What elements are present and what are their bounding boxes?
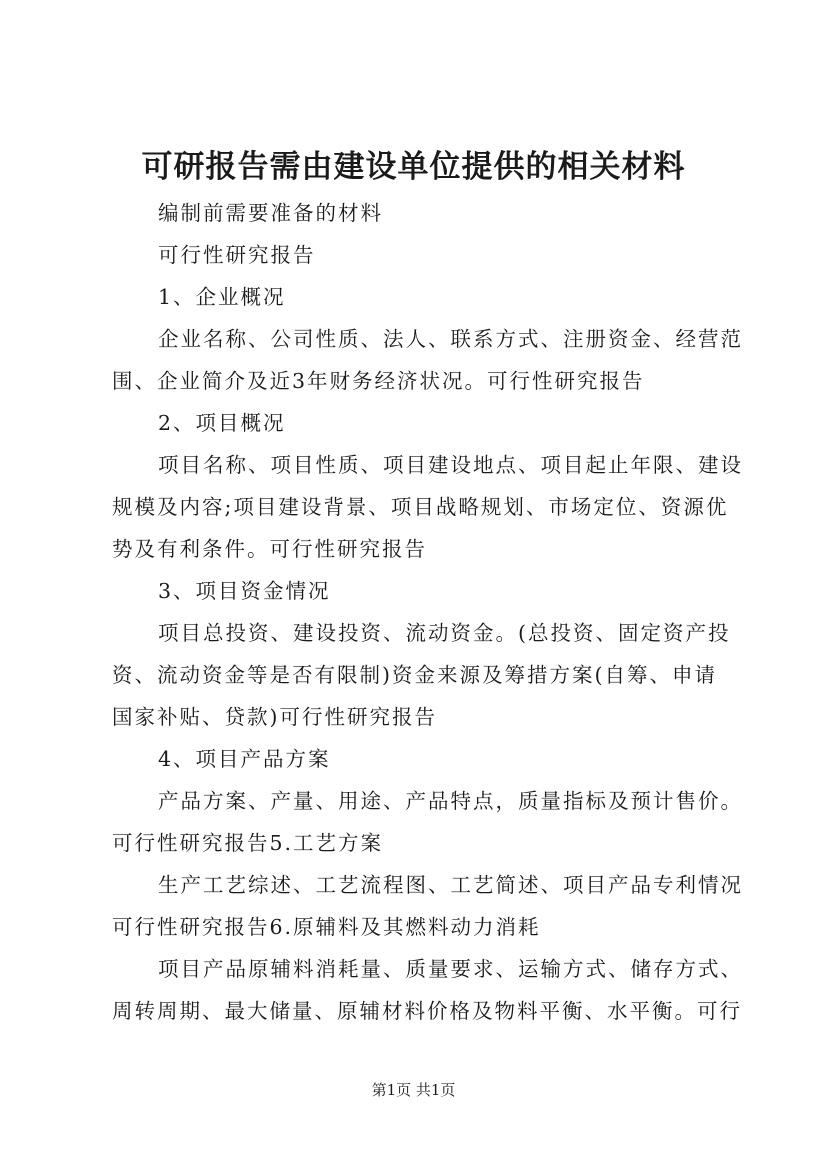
text-line: 围、企业简介及近3年财务经济状况。可行性研究报告	[112, 369, 645, 393]
section-heading: 4、项目产品方案	[158, 747, 331, 771]
document-title: 可研报告需由建设单位提供的相关材料	[141, 149, 686, 185]
text-line: 编制前需要准备的材料	[158, 201, 383, 225]
page-footer: 第1页 共1页	[371, 1081, 456, 1099]
text-line: 项目总投资、建设投资、流动资金。(总投资、固定资产投	[158, 621, 731, 645]
text-line: 势及有利条件。可行性研究报告	[112, 537, 427, 561]
text-line: 产品方案、产量、用途、产品特点，质量指标及预计售价。	[158, 789, 743, 813]
text-line: 项目名称、项目性质、项目建设地点、项目起止年限、建设	[158, 453, 743, 477]
text-line: 生产工艺综述、工艺流程图、工艺简述、项目产品专利情况	[158, 873, 743, 897]
section-heading: 2、项目概况	[158, 411, 286, 435]
section-heading: 1、企业概况	[158, 285, 286, 309]
text-line: 可行性研究报告5.工艺方案	[112, 831, 384, 855]
section-heading: 3、项目资金情况	[158, 579, 331, 603]
text-line: 可行性研究报告6.原辅料及其燃料动力消耗	[112, 915, 541, 939]
text-line: 企业名称、公司性质、法人、联系方式、注册资金、经营范	[158, 327, 743, 351]
text-line: 可行性研究报告	[158, 243, 316, 267]
text-line: 规模及内容;项目建设背景、项目战略规划、市场定位、资源优	[112, 495, 729, 519]
text-line: 国家补贴、贷款)可行性研究报告	[112, 705, 437, 729]
text-line: 项目产品原辅料消耗量、质量要求、运输方式、储存方式、	[158, 957, 743, 981]
text-line: 资、流动资金等是否有限制)资金来源及筹措方案(自筹、申请	[112, 663, 717, 687]
text-line: 周转周期、最大储量、原辅材料价格及物料平衡、水平衡。可行	[112, 999, 742, 1023]
